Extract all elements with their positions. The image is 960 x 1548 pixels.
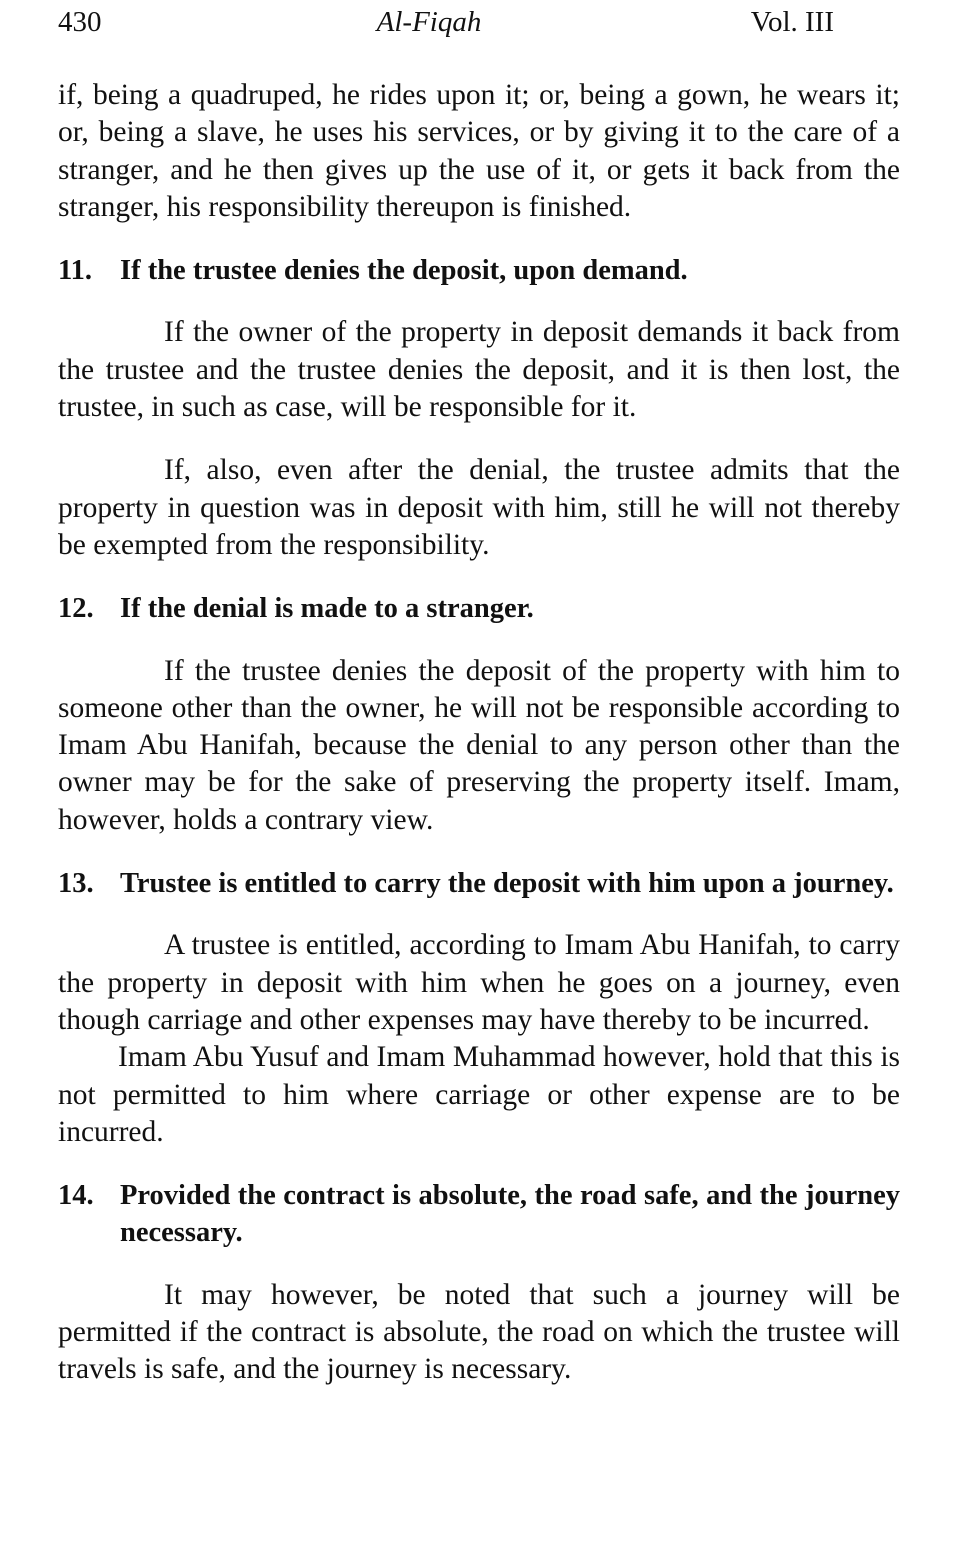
section-title: Trustee is entitled to carry the deposit with him upon a journey. [120,868,894,900]
book-page [58,0,900,1389]
section-title: Provided the contract is absolute, the road safe, and the journey necessary. [120,1180,900,1249]
section-11-heading [58,252,900,289]
section-number: 11. [58,255,93,287]
section-13-heading [58,865,900,902]
section-12-heading [58,590,900,627]
section-14-paragraph-1: It may however, be noted that such a journey will be permitted if the contract is absolute, the road on which the trustee will travels is safe, and the journey is necessary. [58,1278,900,1386]
section-number: 12. [58,593,94,625]
volume-label: Vol. III [750,6,834,38]
section-title: If the trustee denies the deposit, upon demand. [120,255,688,287]
section-13-paragraph-2: Imam Abu Yusuf and Imam Muhammad however, hold that this is not permitted to him where carriage or other expense are to be incurred. [58,1041,900,1148]
running-header [58,0,900,44]
section-11-paragraph-1: If the owner of the property in deposit demands it back from the trustee and the trustee denies the deposit, and it is then lost, the trustee, in such as case, will be responsible for it. [58,316,900,424]
intro-paragraph: if, being a quadruped, he rides upon it; or, being a gown, he wears it; or, being a slave, he uses his services, or by giving it to the care of a stranger, and he then gives up the use of it, or gets it back from the stranger, his responsibility thereupon is finished. [58,79,900,223]
section-13-paragraph-1: A trustee is entitled, according to Imam Abu Hanifah, to carry the property in deposit with him when he goes on a journey, even though carriage and other expenses may have thereby to be incurred. [58,929,900,1036]
section-11-paragraph-2: If, also, even after the denial, the trustee admits that the property in question was in deposit with him, still he will not thereby be exempted from the responsibility. [58,454,900,561]
section-title: If the denial is made to a stranger. [120,593,534,625]
section-12-paragraph-1: If the trustee denies the deposit of the property with him to someone other than the owner, he will not be responsible according to Imam Abu Hanifah, because the denial to any person other than the owner may be for the sake of preserving the property itself. Imam, however, holds a contrary view. [58,654,900,836]
page-number: 430 [58,6,102,38]
section-14-heading [58,1177,900,1252]
section-number: 13. [58,868,94,900]
section-number: 14. [58,1180,94,1212]
book-title: Al-Fiqah [376,6,482,38]
